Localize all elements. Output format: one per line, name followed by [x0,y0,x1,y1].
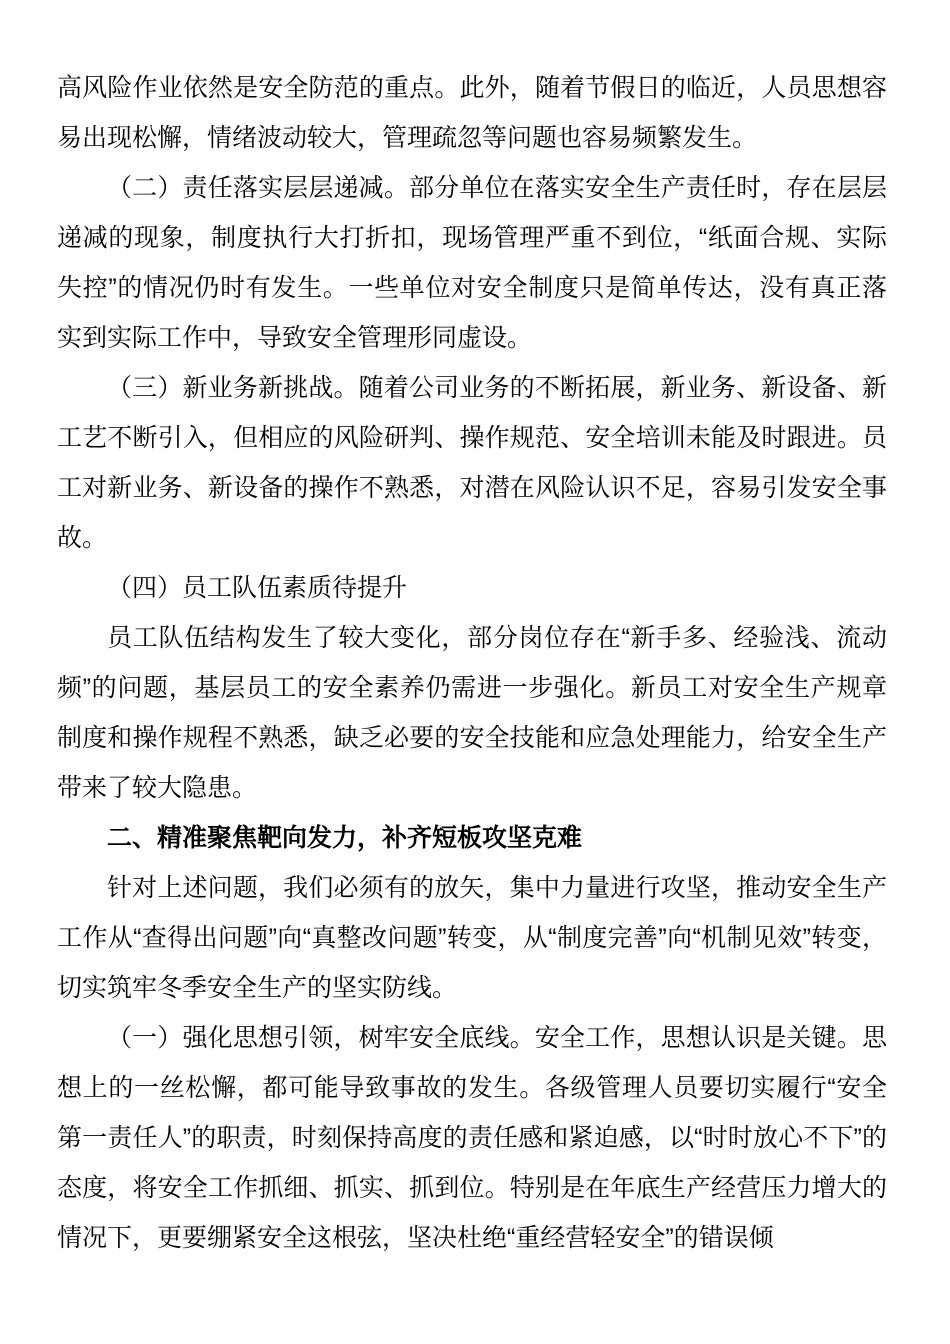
paragraph-item-2: （二）责任落实层层递减。部分单位在落实安全生产责任时，存在层层递减的现象，制度执行大打折扣，现场管理严重不到位，“纸面合规、实际失控”的情况仍时有发生。一些单位对安全制度只是简单传达，没有真正落实到实际工作中，导致安全管理形同虚设。 [57,174,887,352]
paragraph-body-team-quality: 员工队伍结构发生了较大变化，部分岗位存在“新手多、经验浅、流动频”的问题，基层员工的安全素养仍需进一步强化。新员工对安全生产规章制度和操作规程不熟悉，缺乏必要的安全技能和应急处理能力，给安全生产带来了较大隐患。 [57,624,887,802]
paragraph-continuation: 高风险作业依然是安全防范的重点。此外，随着节假日的临近，人员思想容易出现松懈，情绪波动较大，管理疏忽等问题也容易频繁发生。 [57,74,887,152]
paragraph-body-measures-intro: 针对上述问题，我们必须有的放矢，集中力量进行攻坚，推动安全生产工作从“查得出问题”向“真整改问题”转变，从“制度完善”向“机制见效”转变，切实筑牢冬季安全生产的坚实防线。 [57,874,887,1002]
document-content [57,63,887,1263]
section-heading-2: 二、精准聚焦靶向发力，补齐短板攻坚克难 [107,824,583,852]
paragraph-item-1-ideology: （一）强化思想引领，树牢安全底线。安全工作，思想认识是关键。思想上的一丝松懈，都可能导致事故的发生。各级管理人员要切实履行“安全第一责任人”的职责，时刻保持高度的责任感和紧迫感，以“时时放心不下”的态度，将安全工作抓细、抓实、抓到位。特别是在年底生产经营压力增大的情况下，更要绷紧安全这根弦，坚决杜绝“重经营轻安全”的错误倾 [57,1024,887,1252]
paragraph-item-4-heading: （四）员工队伍素质待提升 [107,574,408,602]
paragraph-item-3: （三）新业务新挑战。随着公司业务的不断拓展，新业务、新设备、新工艺不断引入，但相应的风险研判、操作规范、安全培训未能及时跟进。员工对新业务、新设备的操作不熟悉，对潜在风险认识不足，容易引发安全事故。 [57,374,887,552]
